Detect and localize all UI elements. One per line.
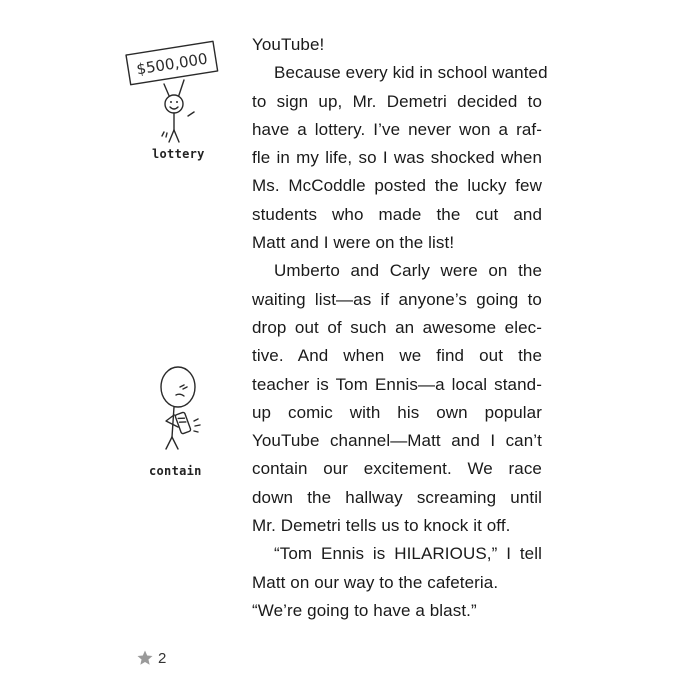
text-line: Because every kid in school wanted: [274, 63, 548, 83]
star-icon: [136, 649, 154, 667]
text-line: waiting list—as if anyone’s going to: [252, 289, 542, 309]
text-line: Ms. McCoddle posted the lucky few: [252, 176, 542, 196]
text-line: fle in my life, so I was shocked when: [252, 148, 542, 168]
text-line: students who made the cut and: [252, 204, 542, 224]
text-line: Matt and I were on the list!: [252, 233, 455, 253]
text-line: YouTube channel—Matt and I can’t: [252, 431, 542, 451]
text-line: drop out of such an awesome elec-: [252, 317, 542, 337]
sign-text: $500,000: [135, 49, 209, 79]
stick-figure-holding-bottle-icon: [150, 365, 210, 451]
text-line: Mr. Demetri tells us to knock it off.: [252, 516, 511, 536]
text-line: contain our excitement. We race: [252, 459, 542, 479]
text-line: “Tom Ennis is HILARIOUS,” I tell: [274, 544, 542, 564]
page-footer: [136, 649, 166, 667]
text-line: have a lottery. I’ve never won a raf-: [252, 119, 542, 139]
text-line: teacher is Tom Ennis—a local stand-: [252, 374, 542, 394]
stick-figure-holding-sign-icon: [118, 36, 226, 144]
text-line: up comic with his own popular: [252, 402, 542, 422]
text-line: Matt on our way to the cafeteria.: [252, 572, 499, 592]
vocab-word-lottery: lottery: [152, 147, 205, 161]
lottery-illustration: [118, 36, 226, 144]
text-line: Umberto and Carly were on the: [274, 261, 542, 281]
text-line: down the hallway screaming until: [252, 487, 542, 507]
body-text: [252, 31, 548, 625]
contain-illustration: [150, 365, 210, 451]
text-line: to sign up, Mr. Demetri decided to: [252, 91, 542, 111]
page-number: 2: [158, 649, 167, 667]
text-line: tive. And when we find out the: [252, 346, 542, 366]
text-line: “We’re going to have a blast.”: [252, 600, 477, 620]
vocab-word-contain: contain: [149, 464, 202, 478]
text-line: YouTube!: [252, 35, 325, 54]
